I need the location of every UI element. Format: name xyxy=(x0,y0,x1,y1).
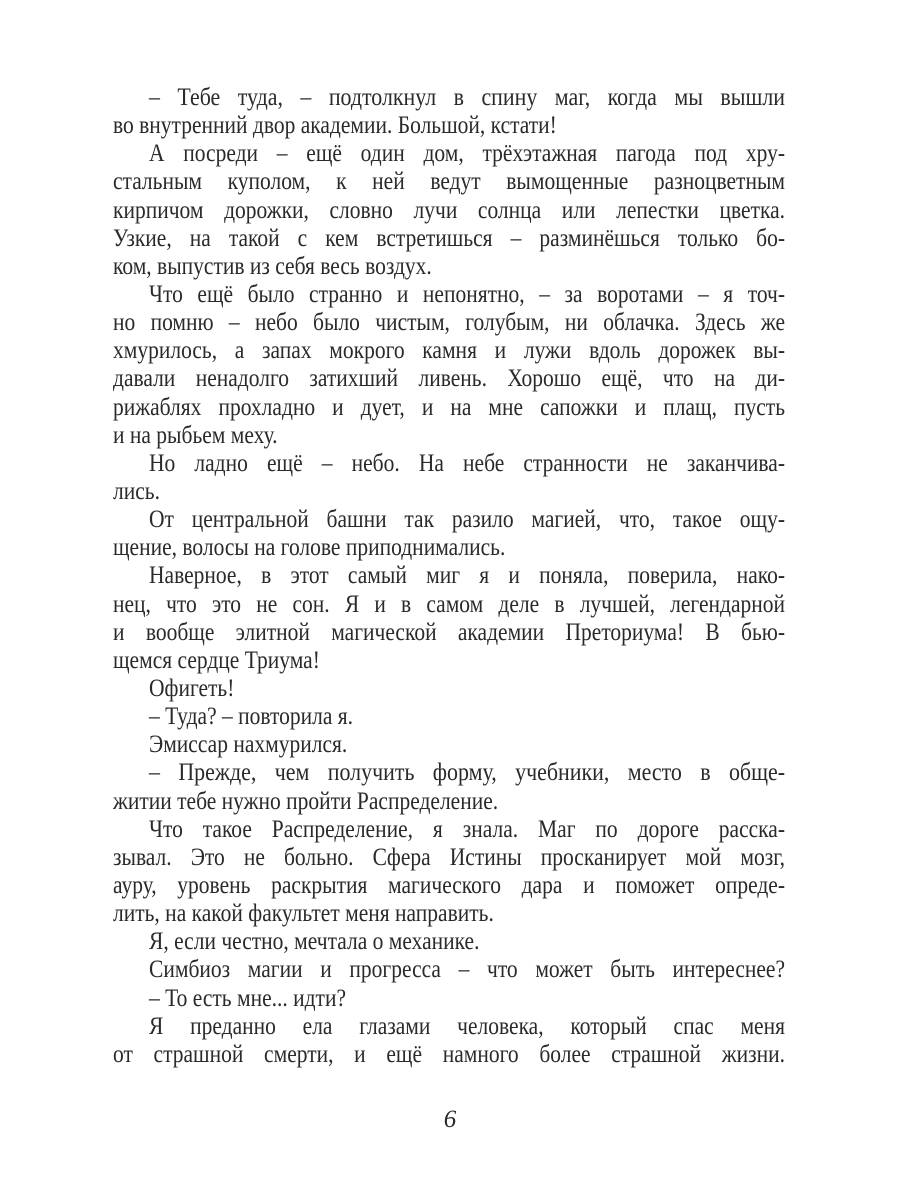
text-line-content: Я, если честно, мечтала о механике. xyxy=(149,928,480,956)
text-line-content: щемся сердце Триума! xyxy=(113,646,320,674)
text-line xyxy=(113,844,785,872)
text-line-content: Узкие, на такой с кем встретишься – разминёшься только бо- xyxy=(113,224,785,252)
text-line xyxy=(113,900,785,928)
text-line-content: А посреди – ещё один дом, трёхэтажная пагода под хру- xyxy=(149,140,785,168)
text-line-content: стальным куполом, к ней ведут вымощенные разноцветным xyxy=(113,168,785,196)
text-line-content: – Тебе туда, – подтолкнул в спину маг, когда мы вышли xyxy=(149,84,785,111)
text-line-content: От центральной башни так разило магией, что, такое ощу- xyxy=(149,506,785,534)
text-line-content: – То есть мне... идти? xyxy=(149,984,347,1012)
text-line-content: Но ладно ещё – небо. На небе странности не заканчива- xyxy=(149,449,785,477)
text-line xyxy=(113,591,785,619)
text-line-content: и вообще элитной магической академии Преториума! В бью- xyxy=(113,618,785,646)
text-line-content: и на рыбьем меху. xyxy=(113,421,278,449)
text-line-content: Эмиссар нахмурился. xyxy=(149,731,348,759)
text-line xyxy=(113,281,785,309)
text-line xyxy=(113,197,785,225)
text-line xyxy=(113,985,785,1013)
text-line xyxy=(113,478,785,506)
text-line xyxy=(113,140,785,168)
text-line xyxy=(113,759,785,787)
text-line xyxy=(113,816,785,844)
text-line xyxy=(113,506,785,534)
text-line xyxy=(113,788,785,816)
text-line-content: Что ещё было странно и непонятно, – за воротами – я точ- xyxy=(149,280,785,308)
text-line xyxy=(113,84,785,112)
text-line xyxy=(113,562,785,590)
text-line xyxy=(113,534,785,562)
text-line xyxy=(113,112,785,140)
text-line-content: Наверное, в этот самый миг я и поняла, поверила, нако- xyxy=(149,562,785,590)
text-line xyxy=(113,365,785,393)
text-line xyxy=(113,309,785,337)
text-line-content: лить, на какой факультет меня направить. xyxy=(113,900,494,928)
text-line xyxy=(113,450,785,478)
text-line-content: житии тебе нужно пройти Распределение. xyxy=(113,787,499,815)
text-line xyxy=(113,422,785,450)
text-line-content: рижаблях прохладно и дует, и на мне сапожки и плащ, пусть xyxy=(113,393,785,421)
text-line-content: лись. xyxy=(113,477,160,505)
text-line-content: зывал. Это не больно. Сфера Истины просканирует мой мозг, xyxy=(113,843,785,871)
text-line xyxy=(113,675,785,703)
text-line-content: – Туда? – повторила я. xyxy=(149,703,354,731)
text-line xyxy=(113,394,785,422)
page-number: 6 xyxy=(443,1106,457,1133)
text-line xyxy=(113,337,785,365)
text-line-content: кирпичом дорожки, словно лучи солнца или лепестки цветка. xyxy=(113,196,785,224)
text-line xyxy=(113,253,785,281)
text-line-content: щение, волосы на голове приподнимались. xyxy=(113,534,506,562)
text-line-content: хмурилось, а запах мокрого камня и лужи вдоль дорожек вы- xyxy=(113,337,785,365)
text-line xyxy=(113,168,785,196)
text-line-content: во внутренний двор академии. Большой, кстати! xyxy=(113,112,557,140)
text-line-content: но помню – небо было чистым, голубым, ни облачка. Здесь же xyxy=(113,309,785,337)
text-line-content: от страшной смерти, и ещё намного более страшной жизни. xyxy=(113,1040,785,1068)
text-line-content: давали ненадолго затихший ливень. Хорошо ещё, что на ди- xyxy=(113,365,785,393)
text-line xyxy=(113,956,785,984)
text-line xyxy=(113,872,785,900)
text-line-content: Я преданно ела глазами человека, который спас меня xyxy=(149,1012,785,1040)
text-line-content: нец, что это не сон. Я и в самом деле в лучшей, легендарной xyxy=(113,590,785,618)
text-line-content: ком, выпустив из себя весь воздух. xyxy=(113,252,432,280)
text-line xyxy=(113,619,785,647)
text-line-content: ауру, уровень раскрытия магического дара и поможет опреде- xyxy=(113,871,785,899)
text-line-content: – Прежде, чем получить форму, учебники, место в обще- xyxy=(149,759,785,787)
text-line xyxy=(113,703,785,731)
text-line xyxy=(113,731,785,759)
text-line xyxy=(113,1013,785,1041)
body-text xyxy=(113,84,785,1069)
text-line xyxy=(113,1041,785,1069)
text-line xyxy=(113,647,785,675)
text-line xyxy=(113,225,785,253)
text-line-content: Офигеть! xyxy=(149,674,235,702)
text-line-content: Симбиоз магии и прогресса – что может быть интереснее? xyxy=(149,956,785,984)
text-line xyxy=(113,928,785,956)
text-line-content: Что такое Распределение, я знала. Маг по дороге расска- xyxy=(149,815,785,843)
